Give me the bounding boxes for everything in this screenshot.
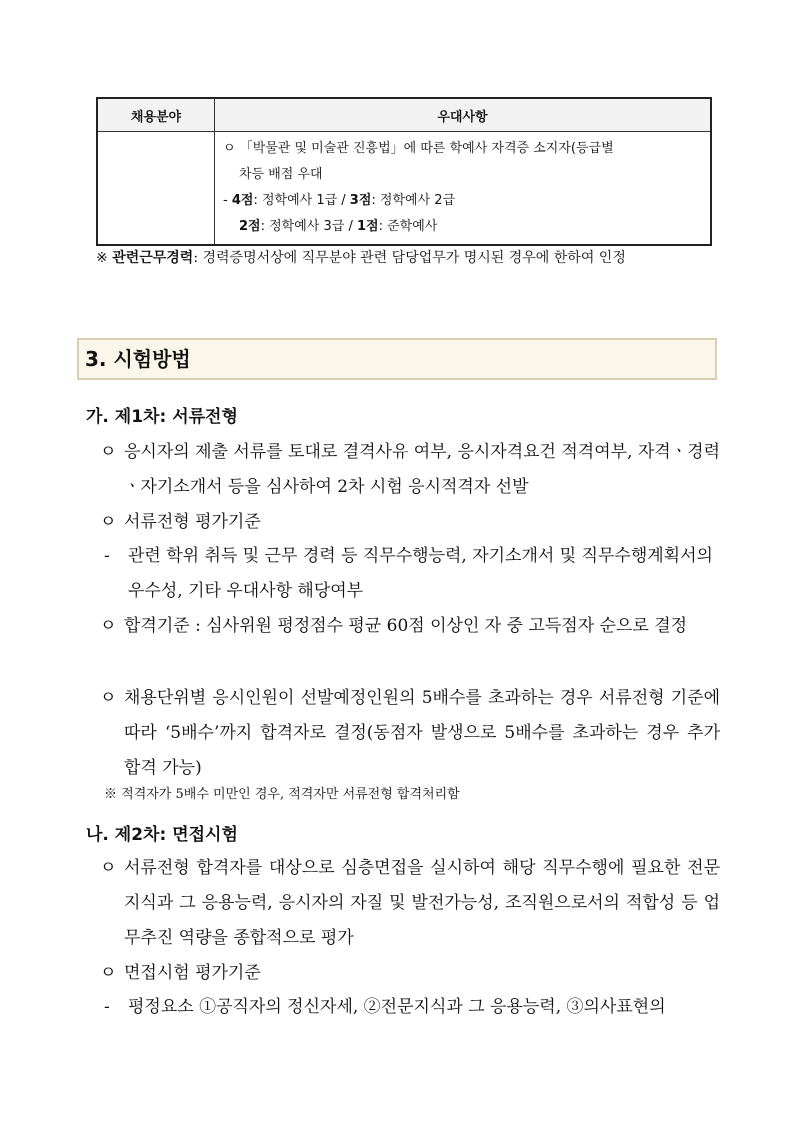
- pref-line-3: - 4점: 정학예사 1급 / 3점: 정학예사 2급: [223, 193, 456, 208]
- list-subitem: - 평정요소 ①공직자의 정신자세, ②전문지식과 그 응용능력, ③의사표현의: [104, 997, 666, 1017]
- career-note: ※ 관련근무경력: 경력증명서상에 직무분야 관련 담당업무가 명시된 경우에 한하여 인정: [96, 250, 626, 266]
- pref-line-4: 2점: 정학예사 3급 / 1점: 준학예사: [239, 219, 438, 234]
- header-field: 채용분야: [97, 98, 215, 132]
- preference-cell: [215, 132, 712, 246]
- field-cell: [97, 132, 215, 246]
- header-preference: 우대사항: [215, 98, 712, 132]
- list-item: ㅇ 합격기준 : 심사위원 평정점수 평균 60점 이상인 자 중 고득점자 순으로 결정: [100, 616, 688, 636]
- subheading-interview: 나. 제2차: 면접시험: [86, 825, 238, 845]
- list-item: ㅇ 서류전형 합격자를 대상으로 심층면접을 실시하여 해당 직무수행에 필요한 전문지식과 그 응용능력, 응시자의 자질 및 발전가능성, 조직원으로서의 적합성 등 업무추진 역량을 종합적으로 평가: [100, 858, 720, 948]
- pref-line-2: 차등 배점 우대: [239, 167, 323, 182]
- list-subitem: - 관련 학위 취득 및 근무 경력 등 직무수행능력, 자기소개서 및 직무수행계획서의 우수성, 기타 우대사항 해당여부: [104, 546, 713, 601]
- subheading-document-screening: 가. 제1차: 서류전형: [86, 407, 238, 427]
- list-item: ㅇ 서류전형 평가기준: [100, 512, 261, 532]
- section-title: 3. 시험방법: [77, 338, 717, 380]
- pref-line-1: ㅇ 「박물관 및 미술관 진흥법」에 따른 학예사 자격증 소지자(등급별: [223, 141, 614, 156]
- list-item: ㅇ 채용단위별 응시인원이 선발예정인원의 5배수를 초과하는 경우 서류전형 기준에 따라 ‘5배수’까지 합격자로 결정(동점자 발생으로 5배수를 초과하는 경우 추가 합격 가능): [100, 688, 720, 778]
- footnote: ※ 적격자가 5배수 미만인 경우, 적격자만 서류전형 합격처리함: [104, 787, 460, 802]
- list-item: ㅇ 면접시험 평가기준: [100, 963, 261, 983]
- preference-table: [96, 97, 712, 246]
- list-item: ㅇ 응시자의 제출 서류를 토대로 결격사유 여부, 응시자격요건 적격여부, 자격ㆍ경력ㆍ자기소개서 등을 심사하여 2차 시험 응시적격자 선발: [100, 442, 720, 497]
